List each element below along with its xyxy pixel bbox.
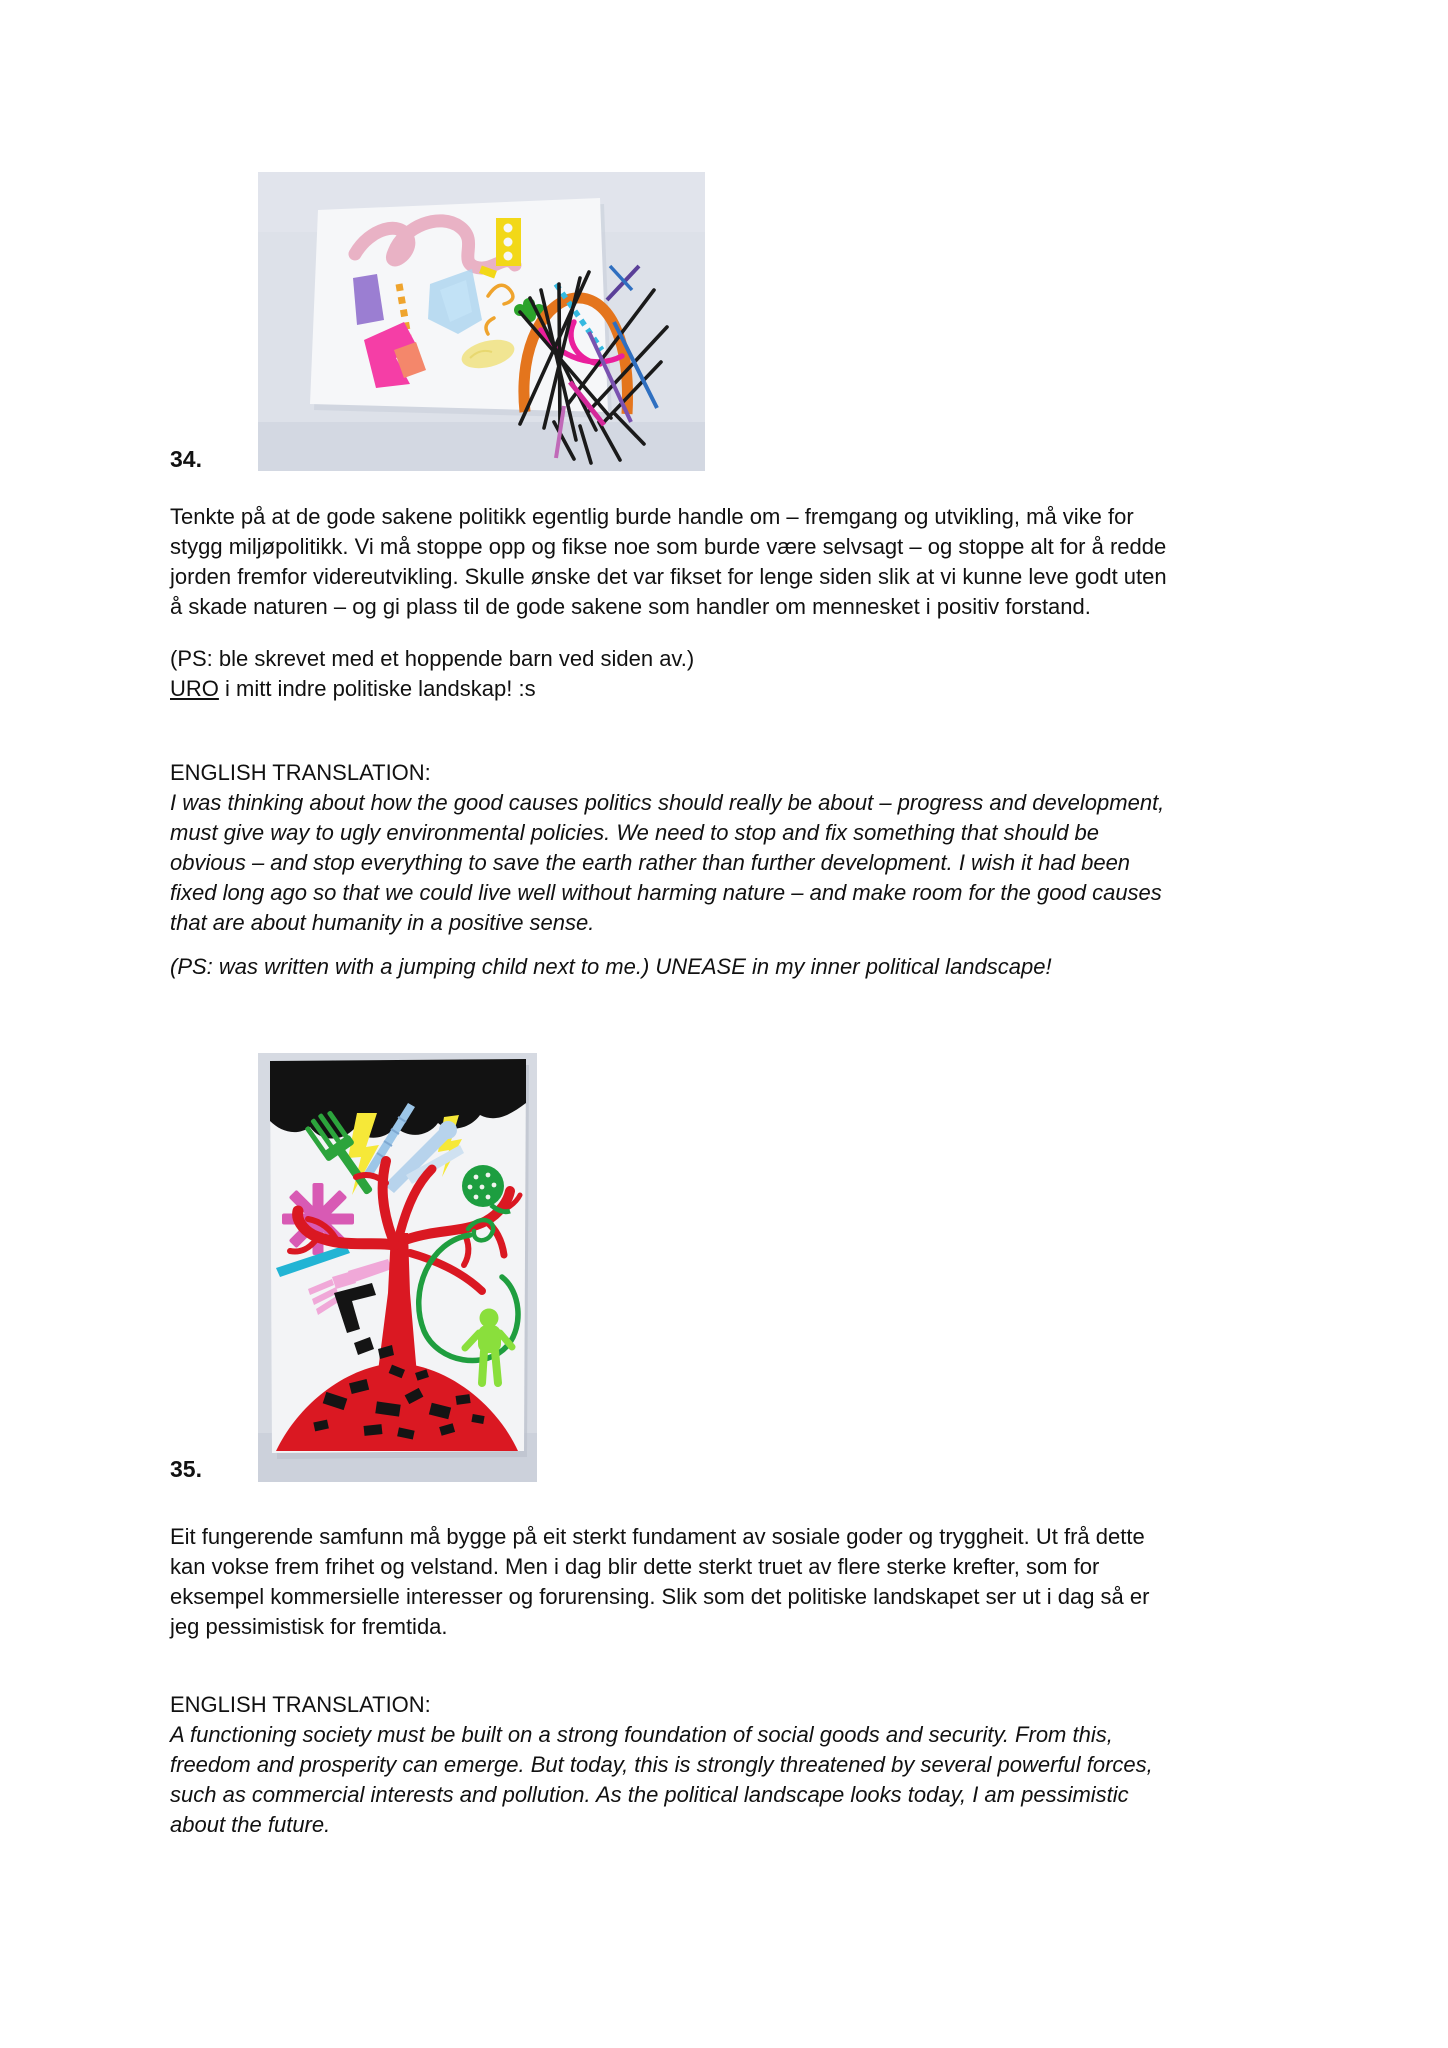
text-line: obvious – and stop everything to save the earth rather than further development. I wish it had been bbox=[170, 850, 1131, 875]
text-line: that are about humanity in a positive sense. bbox=[170, 910, 595, 935]
item-number-35: 35. bbox=[170, 1456, 202, 1482]
text-line: freedom and prosperity can emerge. But today, this is strongly threatened by several powerful forces, bbox=[170, 1752, 1153, 1777]
artwork-photo-35 bbox=[258, 1053, 537, 1482]
norwegian-paragraph-34 bbox=[170, 502, 1167, 622]
english-paragraph-35 bbox=[170, 1720, 1153, 1840]
text-line: (PS: ble skrevet med et hoppende barn ved siden av.) bbox=[170, 646, 695, 671]
text-line: I was thinking about how the good causes politics should really be about – progress and development, bbox=[170, 790, 1165, 815]
text-line: Tenkte på at de gode sakene politikk egentlig burde handle om – fremgang og utvikling, må vike for bbox=[170, 504, 1134, 529]
norwegian-paragraph-35 bbox=[170, 1522, 1149, 1642]
text-line: such as commercial interests and pollution. As the political landscape looks today, I am pessimistic bbox=[170, 1782, 1129, 1807]
text-line: A functioning society must be built on a strong foundation of social goods and security. From this, bbox=[170, 1722, 1113, 1747]
english-translation-heading-35: ENGLISH TRANSLATION: bbox=[170, 1692, 431, 1717]
text-line: stygg miljøpolitikk. Vi må stoppe opp og fikse noe som burde være selvsagt – og stoppe alt for å redde bbox=[170, 534, 1167, 559]
text-line bbox=[170, 674, 694, 704]
underlined-word: URO bbox=[170, 676, 219, 701]
text-line: å skade naturen – og gi plass til de gode sakene som handler om mennesket i positiv forstand. bbox=[170, 594, 1091, 619]
text-line: fixed long ago so that we could live well without harming nature – and make room for the good causes bbox=[170, 880, 1162, 905]
artwork-34-collage bbox=[258, 172, 705, 471]
text-line: Eit fungerende samfunn må bygge på eit sterkt fundament av sosiale goder og tryggheit. Ut frå dette bbox=[170, 1524, 1145, 1549]
english-paragraph-34 bbox=[170, 788, 1164, 938]
item-number-34: 34. bbox=[170, 446, 202, 472]
english-translation-heading-34: ENGLISH TRANSLATION: bbox=[170, 760, 431, 785]
text-line: eksempel kommersielle interesser og forurensing. Slik som det politiske landskapet ser ut i dag så er bbox=[170, 1584, 1150, 1609]
text-line: kan vokse frem frihet og velstand. Men i dag blir dette sterkt truet av flere sterke krefter, som for bbox=[170, 1554, 1100, 1579]
text-span: i mitt indre politiske landskap! :s bbox=[218, 676, 536, 701]
text-line: jeg pessimistisk for fremtida. bbox=[170, 1614, 448, 1639]
english-ps-34: (PS: was written with a jumping child next to me.) UNEASE in my inner political landscape! bbox=[170, 954, 1052, 979]
artwork-photo-34 bbox=[258, 172, 705, 471]
text-line: must give way to ugly environmental policies. We need to stop and fix something that should be bbox=[170, 820, 1100, 845]
ps-note-34 bbox=[170, 644, 694, 704]
text-line: about the future. bbox=[170, 1812, 331, 1837]
text-line: jorden fremfor videreutvikling. Skulle ønske det var fikset for lenge siden slik at vi kunne leve godt uten bbox=[170, 564, 1167, 589]
artwork-35-collage bbox=[258, 1053, 537, 1482]
